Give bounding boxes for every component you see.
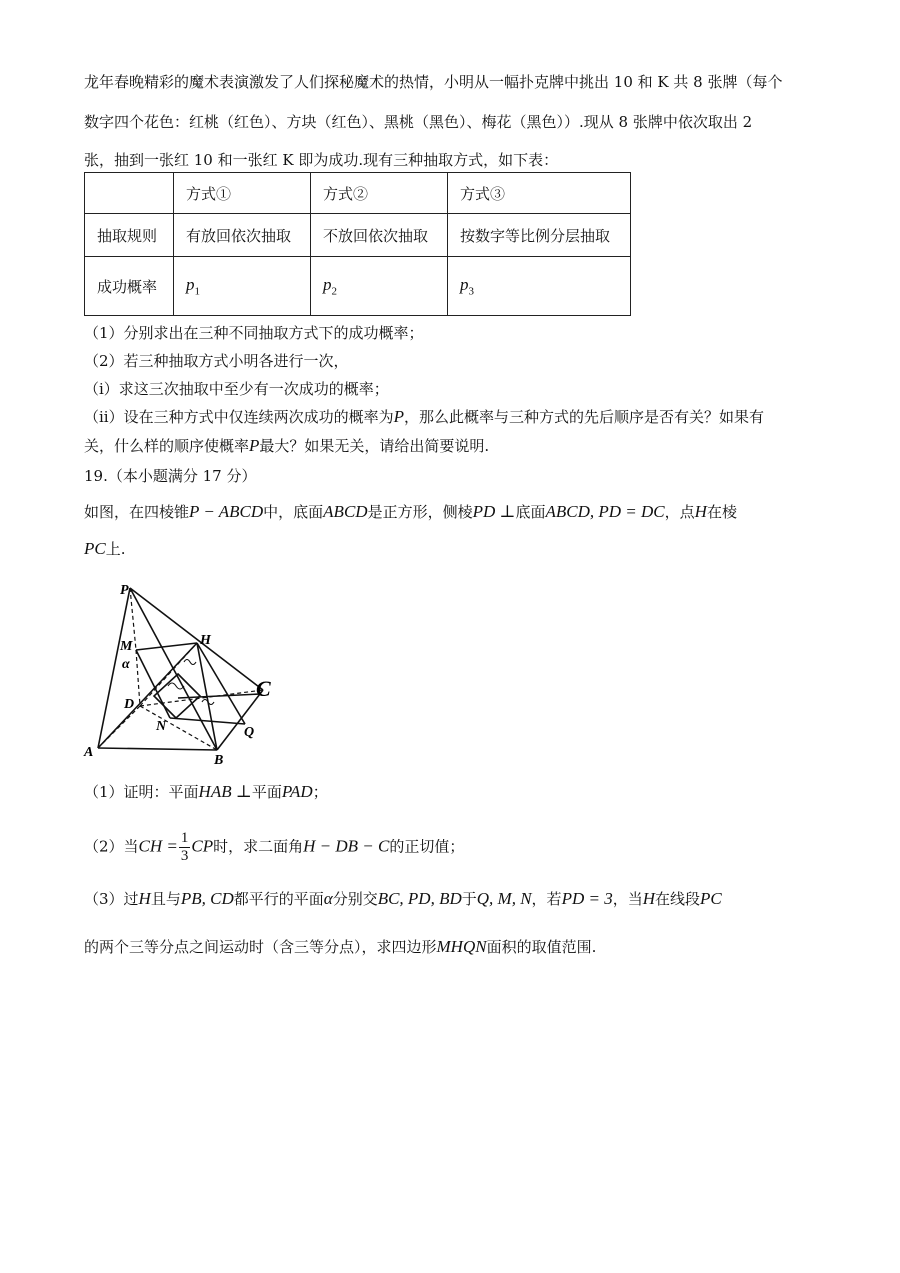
sampling-methods-table [84, 172, 631, 316]
edge-PC [130, 588, 263, 690]
q19-part-1: （1）证明：平面HAB ⊥平面PAD； [84, 782, 328, 801]
rule-method-2: 不放回依次抽取 [311, 214, 448, 257]
prob-method-1: $p_1$ [174, 257, 311, 316]
edge-MH [136, 643, 197, 650]
prob-label: 成功概率 [85, 257, 174, 316]
q19-header: 19.（本小题满分 17 分） [84, 467, 257, 485]
q18-part-2ii-cont: 关，什么样的顺序使概率P最大？如果无关，请给出简要说明. [84, 436, 490, 455]
q19-stem: 如图，在四棱锥P − ABCD中，底面ABCD是正方形，侧棱PD ⊥底面ABCD, PD = DC，点H在棱 [84, 502, 737, 521]
label-M: M [120, 639, 133, 654]
label-alpha: α [122, 657, 130, 672]
label-H: H [200, 633, 211, 648]
header-method-3: 方式③ [448, 173, 631, 214]
table-prob-row [85, 257, 631, 316]
label-Q: Q [244, 725, 255, 740]
label-B: B [214, 753, 224, 768]
q19-part-2: （2）当CH = $\frac{1}{3}$ CP时，求二面角H − DB − C的正切值； [84, 830, 465, 864]
header-method-2: 方式② [311, 173, 448, 214]
intro-line-1: 龙年春晚精彩的魔术表演激发了人们探秘魔术的热情，小明从一幅扑克牌中挑出 10 和 K 共 8 张牌（每个 [84, 73, 783, 91]
prob-method-2: $p_2$ [311, 257, 448, 316]
label-C: C [256, 676, 271, 701]
q18-part-1: （1）分别求出在三种不同抽取方式下的成功概率； [84, 324, 424, 342]
rule-method-1: 有放回依次抽取 [174, 214, 311, 257]
fraction-one-third: $\frac{1}{3}$ [180, 830, 189, 864]
table-corner-cell [85, 173, 174, 214]
q19-stem-cont: PC上. [84, 539, 126, 558]
intro-line-3: 张，抽到一张红 10 和一张红 K 即为成功.现有三种抽取方式，如下表： [84, 151, 559, 169]
header-method-1: 方式① [174, 173, 311, 214]
edge-DA [98, 706, 140, 748]
sketch-mark-3 [184, 660, 196, 665]
rule-method-3: 按数字等比例分层抽取 [448, 214, 631, 257]
q19-part-3-cont: 的两个三等分点之间运动时（含三等分点），求四边形MHQN面积的取值范围. [84, 937, 597, 956]
edge-NQ [170, 718, 245, 724]
pyramid-figure [80, 578, 275, 768]
table-rule-row [85, 214, 631, 257]
q18-part-2: （2）若三种抽取方式小明各进行一次， [84, 352, 349, 370]
label-D: D [124, 697, 135, 712]
q18-part-2i: （i）求这三次抽取中至少有一次成功的概率； [84, 380, 389, 398]
rule-label: 抽取规则 [85, 214, 174, 257]
label-P: P [120, 583, 129, 598]
label-A: A [84, 745, 94, 760]
prob-method-3: $p_3$ [448, 257, 631, 316]
table-header-row [85, 173, 631, 214]
intro-line-2: 数字四个花色：红桃（红色）、方块（红色）、黑桃（黑色）、梅花（黑色））.现从 8 张牌中依次取出 2 [84, 113, 753, 131]
label-N: N [156, 719, 167, 734]
q19-part-3: （3）过H且与PB, CD都平行的平面α分别交BC, PD, BD于Q, M, N，若PD = 3，当H在线段PC [84, 889, 722, 908]
q18-part-2ii: （ii）设在三种方式中仅连续两次成功的概率为P，那么此概率与三种方式的先后顺序是否有关？如果有 [84, 407, 765, 426]
edge-AB [98, 748, 217, 750]
